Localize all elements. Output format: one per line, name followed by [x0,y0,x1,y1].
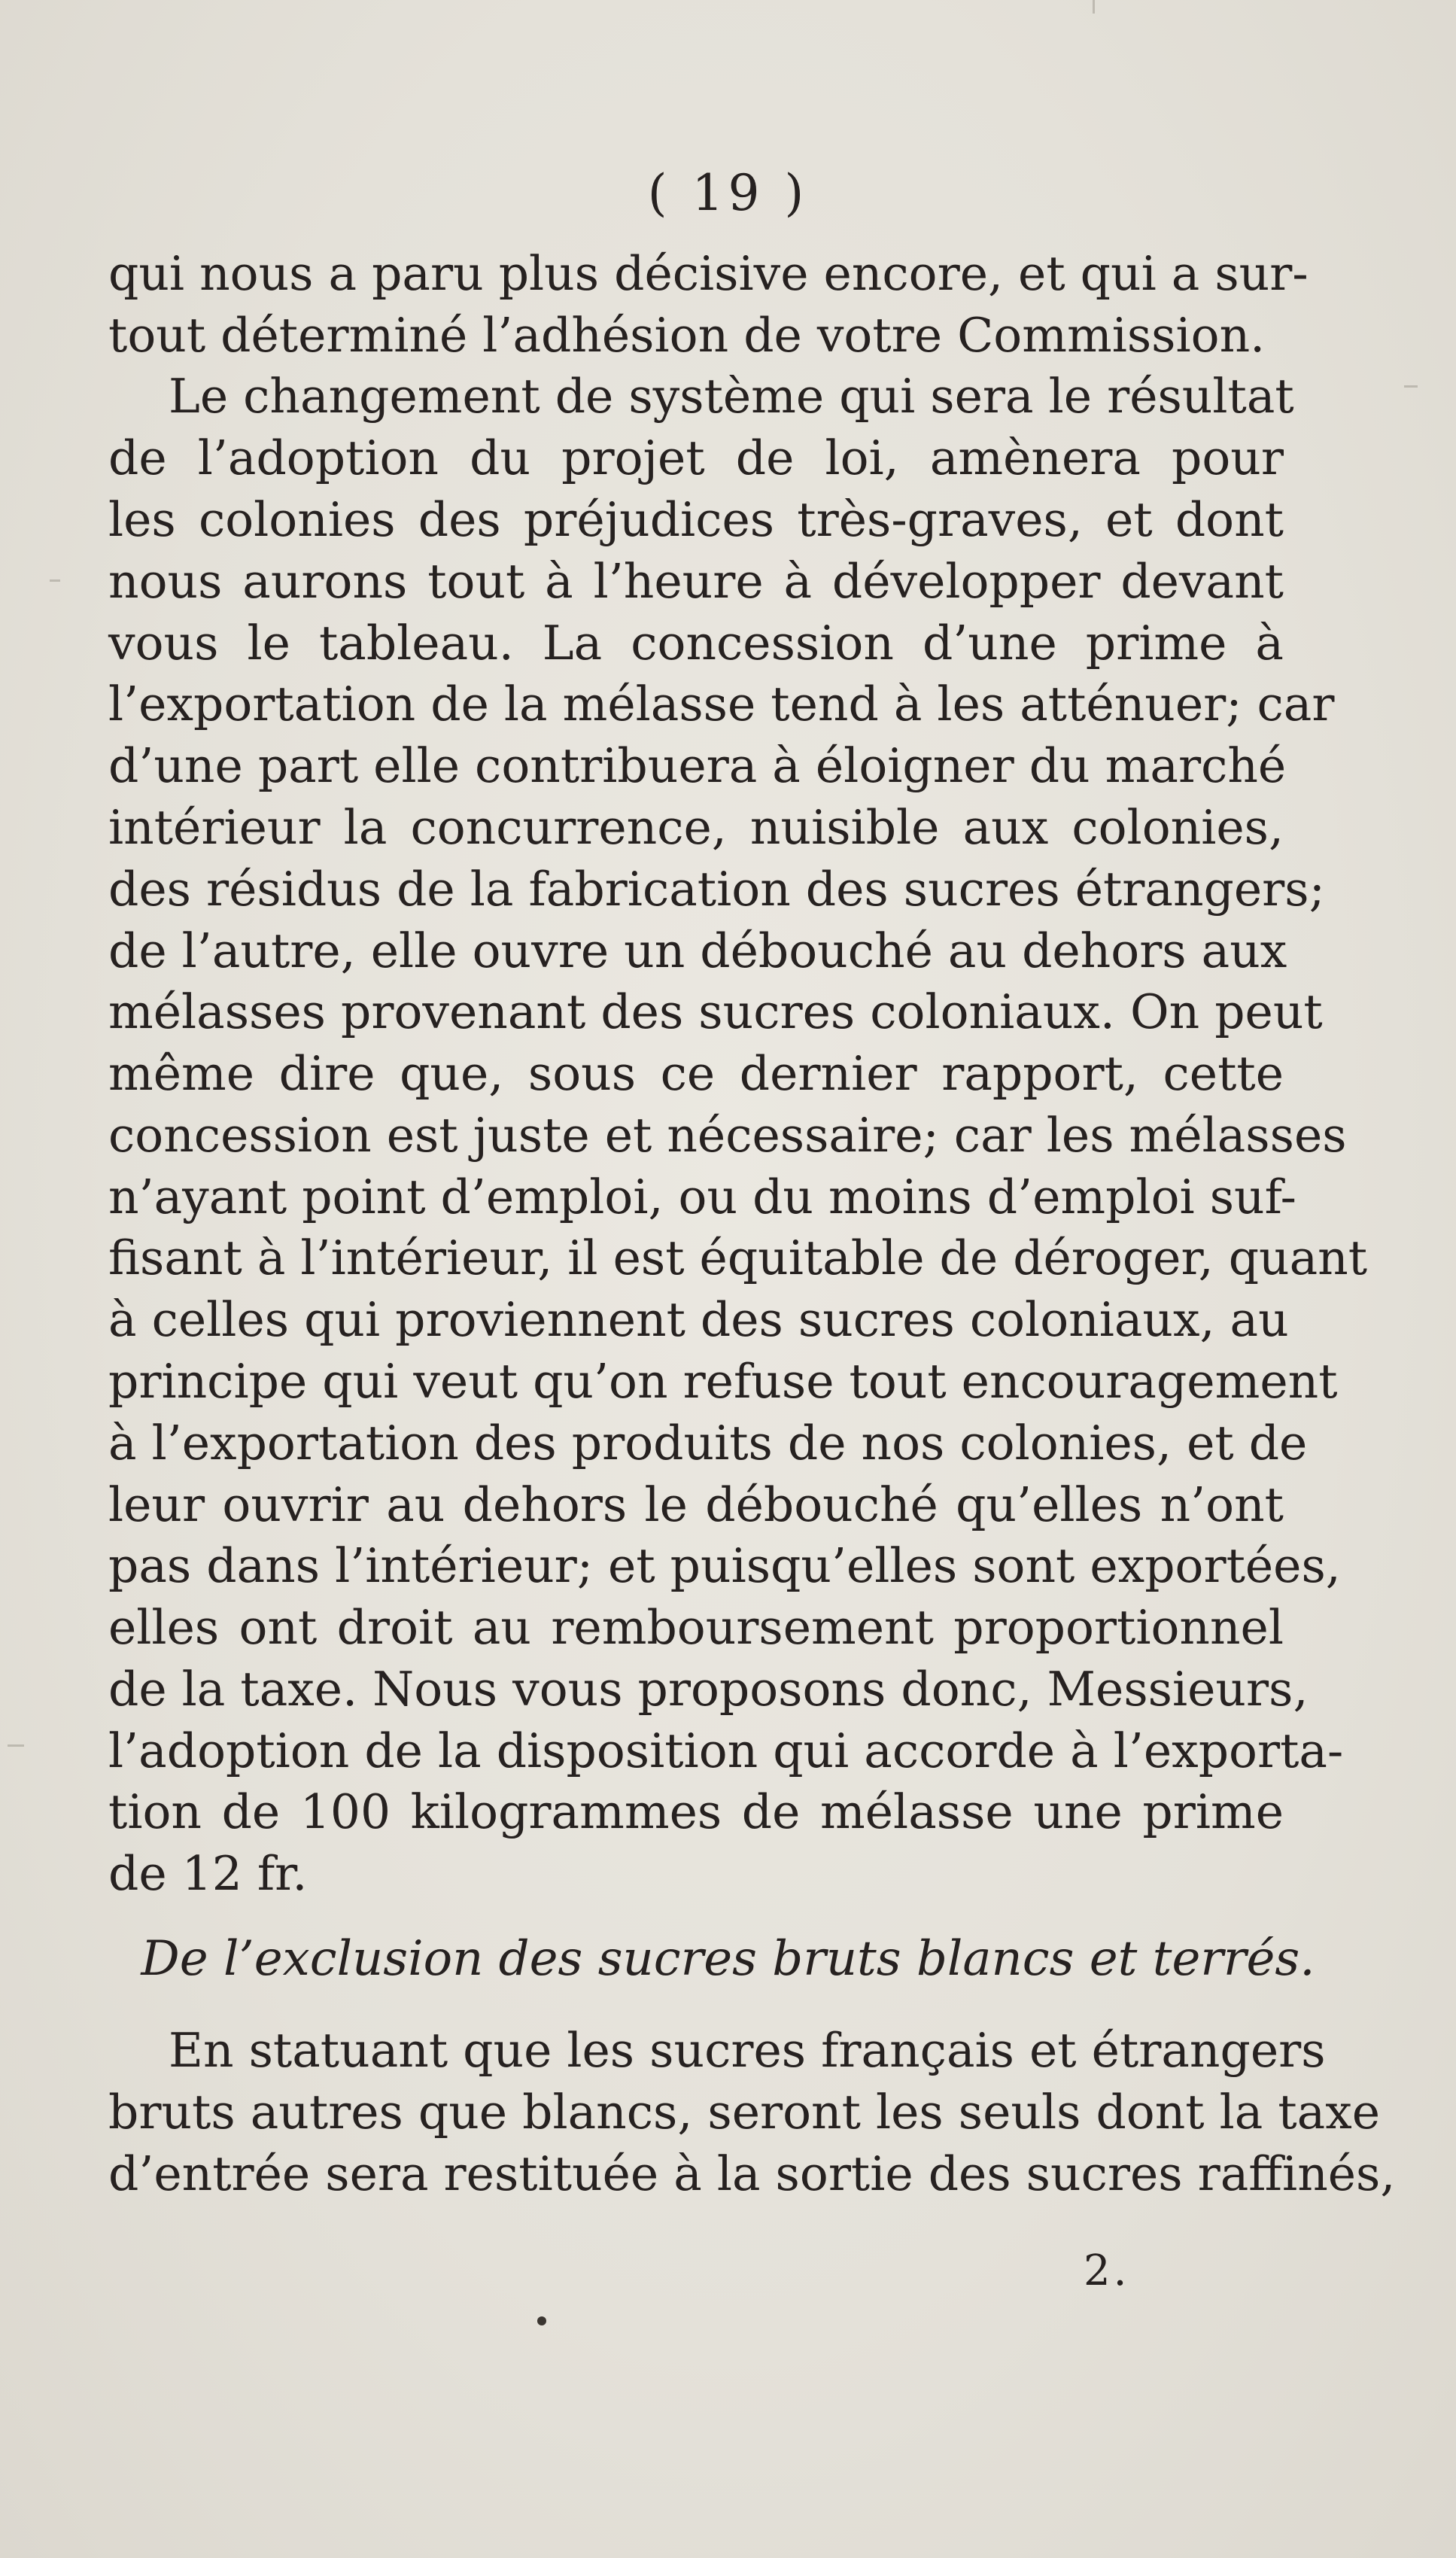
text-line: qui nous a paru plus décisive encore, et qui a sur- [108,246,1309,301]
text-line: n’ayant point d’emploi, ou du moins d’emploi suf- [108,1170,1296,1224]
text-line: de l’autre, elle ouvre un débouché au dehors aux [108,923,1287,978]
text-line: l’exportation de la mélasse tend à les atténuer; car [108,677,1335,732]
text-line: l’adoption de la disposition qui accorde à l’exporta- [108,1723,1344,1778]
text-line: d’une part elle contribuera à éloigner du marché [108,738,1287,793]
margin-mark-right [1404,385,1418,388]
signature-mark: 2. [1084,2246,1130,2295]
text-line: à l’exportation des produits de nos colonies, et de [108,1416,1308,1471]
section-heading: De l’exclusion des sucres bruts blancs et terrés. [141,1931,1315,1987]
text-line: pas dans l’intérieur; et puisqu’elles sont exportées, [108,1538,1341,1593]
text-line: de 12 fr. [108,1846,308,1901]
text-line: les colonies des préjudices très-graves, et dont [108,492,1284,547]
text-line: même dire que, sous ce dernier rapport, cette [108,1046,1284,1101]
text-line: principe qui veut qu’on refuse tout encouragement [108,1354,1338,1409]
text-line: mélasses provenant des sucres coloniaux. On peut [108,984,1323,1039]
text-line: leur ouvrir au dehors le débouché qu’elles n’ont [108,1477,1284,1532]
margin-mark-top [1093,0,1095,14]
text-line: de l’adoption du projet de loi, amènera pour [108,430,1284,485]
text-line: intérieur la concurrence, nuisible aux colonies, [108,800,1284,855]
text-line: de la taxe. Nous vous proposons donc, Messieurs, [108,1662,1309,1717]
text-line: Le changement de système qui sera le résultat [169,369,1294,424]
text-line: des résidus de la fabrication des sucres étrangers; [108,862,1325,917]
margin-mark-left-lower [8,1744,24,1747]
ink-dot [537,2316,546,2325]
text-line: nous aurons tout à l’heure à développer devant [108,554,1284,609]
text-line: fisant à l’intérieur, il est équitable de déroger, quant [108,1230,1368,1285]
text-line: tion de 100 kilogrammes de mélasse une prime [108,1784,1284,1839]
text-line: tout déterminé l’adhésion de votre Commission. [108,308,1266,363]
text-line: elles ont droit au remboursement proportionnel [108,1600,1284,1655]
text-line: à celles qui proviennent des sucres coloniaux, au [108,1292,1289,1347]
text-line: d’entrée sera restituée à la sortie des sucres raffinés, [108,2146,1396,2201]
page-number: ( 19 ) [647,164,809,222]
text-line: vous le tableau. La concession d’une prime à [108,616,1284,671]
text-line: bruts autres que blancs, seront les seuls dont la taxe [108,2085,1381,2140]
text-line: concession est juste et nécessaire; car les mélasses [108,1108,1347,1163]
margin-mark-left [50,579,60,582]
text-line: En statuant que les sucres français et étrangers [169,2023,1326,2078]
